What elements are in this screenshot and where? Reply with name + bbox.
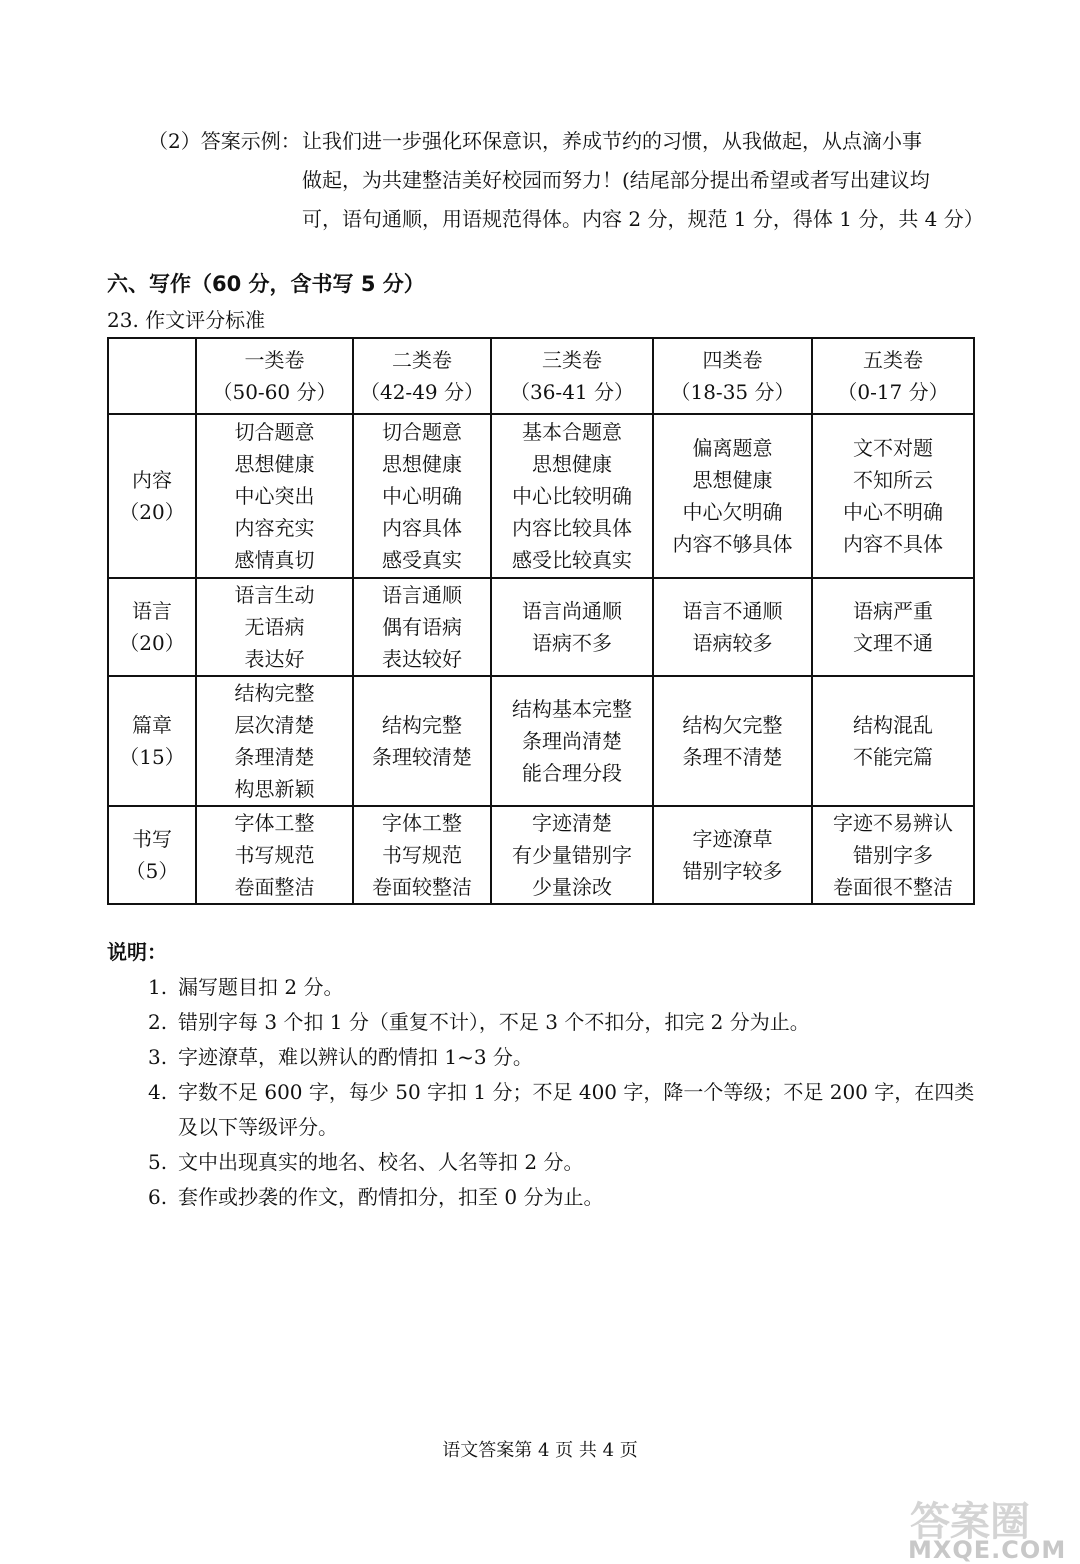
note-item [148,1040,978,1075]
notes-title: 说明： [107,940,167,964]
criteria-line: 条理尚清楚 [522,729,622,753]
criteria-cell [491,578,653,676]
criteria-line: 中心欠明确 [682,500,783,524]
criteria-line: 内容具体 [382,516,462,540]
criteria-cell [812,414,974,578]
answer-label: （2）答案示例： [148,129,301,153]
criteria-line: 字迹潦草 [692,827,773,851]
note-text: 字数不足 600 字，每少 50 字扣 1 分；不足 400 字，降一个等级；不足 200 字，在四类及以下等级评分。 [178,1080,975,1139]
criteria-cell [491,414,653,578]
criteria-line: 语言尚通顺 [522,599,622,623]
criteria-line: 偏离题意 [692,436,773,460]
criteria-line: 层次清楚 [234,713,315,737]
criteria-line: 内容比较具体 [512,516,632,540]
criterion-cell: 内容 （20） [108,414,196,578]
criteria-line: 语病不多 [532,631,612,655]
watermark-site: MXQE.COM [908,1536,1067,1564]
note-text: 套作或抄袭的作文，酌情扣分，扣至 0 分为止。 [178,1185,604,1209]
note-text: 错别字每 3 个扣 1 分（重复不计），不足 3 个不扣分，扣完 2 分为止。 [178,1010,810,1034]
watermark-logo [900,1490,1070,1564]
criteria-line: 中心明确 [382,484,462,508]
criteria-line: 书写规范 [382,843,462,867]
criteria-line: 字体工整 [234,811,315,835]
criteria-line: 不能完篇 [853,745,933,769]
criteria-line: 文不对题 [853,436,933,460]
note-item [148,1005,978,1040]
criteria-line: 结构完整 [382,713,462,737]
criteria-line: 感情真切 [234,548,315,572]
header-cell: 一类卷 （50-60 分） [196,338,353,414]
criterion-cell: 书写 （5） [108,806,196,904]
criteria-line: 感受真实 [382,548,462,572]
note-text: 文中出现真实的地名、校名、人名等扣 2 分。 [178,1150,584,1174]
criteria-line: 字体工整 [382,811,462,835]
header-cell: 三类卷 （36-41 分） [491,338,653,414]
criteria-cell [653,806,812,904]
criteria-line: 内容不具体 [843,532,943,556]
criteria-cell [196,806,353,904]
criteria-line: 条理不清楚 [682,745,783,769]
criteria-line: 结构混乱 [853,713,933,737]
criteria-line: 书写规范 [234,843,315,867]
criteria-cell [196,578,353,676]
table-header-row [108,338,974,414]
criteria-cell [491,806,653,904]
criteria-line: 内容不够具体 [672,532,793,556]
answer-line: 可，语句通顺，用语规范得体。内容 2 分，规范 1 分，得体 1 分，共 4 分） [302,207,984,231]
criteria-line: 卷面整洁 [234,875,315,899]
criteria-cell [812,578,974,676]
criteria-cell [653,414,812,578]
answer-line: 做起，为共建整洁美好校园而努力！(结尾部分提出希望或者写出建议均 [302,168,930,192]
criteria-line: 语病严重 [853,599,933,623]
corner-cell [108,338,196,414]
table-row [108,676,974,806]
criteria-line: 条理清楚 [234,745,315,769]
header-cell: 五类卷 （0-17 分） [812,338,974,414]
criteria-cell [812,806,974,904]
note-number: 1. [148,975,168,999]
criteria-line: 文理不通 [853,631,933,655]
criteria-line: 条理较清楚 [372,745,472,769]
page-footer: 语文答案第 4 页 共 4 页 [442,1440,638,1461]
note-item [148,1075,978,1145]
header-cell: 四类卷 （18-35 分） [653,338,812,414]
note-item [148,970,978,1005]
criteria-line: 结构完整 [234,681,315,705]
criteria-cell [196,676,353,806]
criteria-line: 思想健康 [382,452,462,476]
criteria-line: 中心突出 [234,484,315,508]
criteria-line: 错别字较多 [682,859,783,883]
criteria-line: 卷面很不整洁 [833,875,953,899]
criteria-line: 错别字多 [853,843,933,867]
criteria-cell [653,578,812,676]
criteria-line: 语言生动 [234,583,315,607]
criteria-line: 表达好 [244,647,305,671]
criteria-line: 基本合题意 [522,420,622,444]
criterion-cell: 篇章 （15） [108,676,196,806]
criteria-line: 结构基本完整 [512,697,632,721]
criteria-cell [353,676,491,806]
note-number: 4. [148,1080,168,1104]
criteria-line: 偶有语病 [382,615,462,639]
criteria-line: 字迹清楚 [532,811,612,835]
criteria-line: 少量涂改 [532,875,612,899]
note-number: 6. [148,1185,168,1209]
table-row [108,414,974,578]
criteria-line: 内容充实 [234,516,315,540]
criteria-line: 中心不明确 [843,500,943,524]
criteria-line: 能合理分段 [522,761,622,785]
criteria-cell [353,578,491,676]
watermark-stamp: 答案圈 [910,1499,1030,1545]
note-number: 5. [148,1150,168,1174]
criteria-line: 思想健康 [692,468,773,492]
criteria-line: 字迹不易辨认 [833,811,953,835]
criteria-cell [353,414,491,578]
criteria-cell [653,676,812,806]
note-item [148,1145,978,1180]
criteria-line: 构思新颖 [234,777,315,801]
criteria-line: 表达较好 [382,647,462,671]
criteria-line: 无语病 [244,615,305,639]
criteria-line: 切合题意 [382,420,462,444]
criteria-line: 有少量错别字 [512,843,632,867]
table-row [108,806,974,904]
criteria-line: 语言不通顺 [682,599,783,623]
table-row [108,578,974,676]
criteria-cell [353,806,491,904]
criteria-cell [812,676,974,806]
criteria-line: 结构欠完整 [682,713,783,737]
note-item [148,1180,978,1215]
criteria-line: 语病较多 [692,631,773,655]
answer-line: 让我们进一步强化环保意识，养成节约的习惯，从我做起，从点滴小事 [302,129,922,153]
criteria-line: 卷面较整洁 [372,875,472,899]
criteria-line: 中心比较明确 [512,484,632,508]
header-cell: 二类卷 （42-49 分） [353,338,491,414]
note-number: 3. [148,1045,168,1069]
criteria-line: 感受比较真实 [512,548,632,572]
criteria-line: 思想健康 [532,452,612,476]
table-title: 23. 作文评分标准 [107,308,266,332]
criterion-cell: 语言 （20） [108,578,196,676]
grading-table [107,337,975,905]
criteria-line: 切合题意 [234,420,315,444]
notes-list [148,970,978,1215]
criteria-line: 不知所云 [853,468,933,492]
criteria-cell [491,676,653,806]
note-number: 2. [148,1010,168,1034]
note-text: 漏写题目扣 2 分。 [178,975,344,999]
criteria-line: 语言通顺 [382,583,462,607]
criteria-cell [196,414,353,578]
note-text: 字迹潦草，难以辨认的酌情扣 1~3 分。 [178,1045,533,1069]
section-title: 六、写作（60 分，含书写 5 分） [107,272,425,296]
criteria-line: 思想健康 [234,452,315,476]
